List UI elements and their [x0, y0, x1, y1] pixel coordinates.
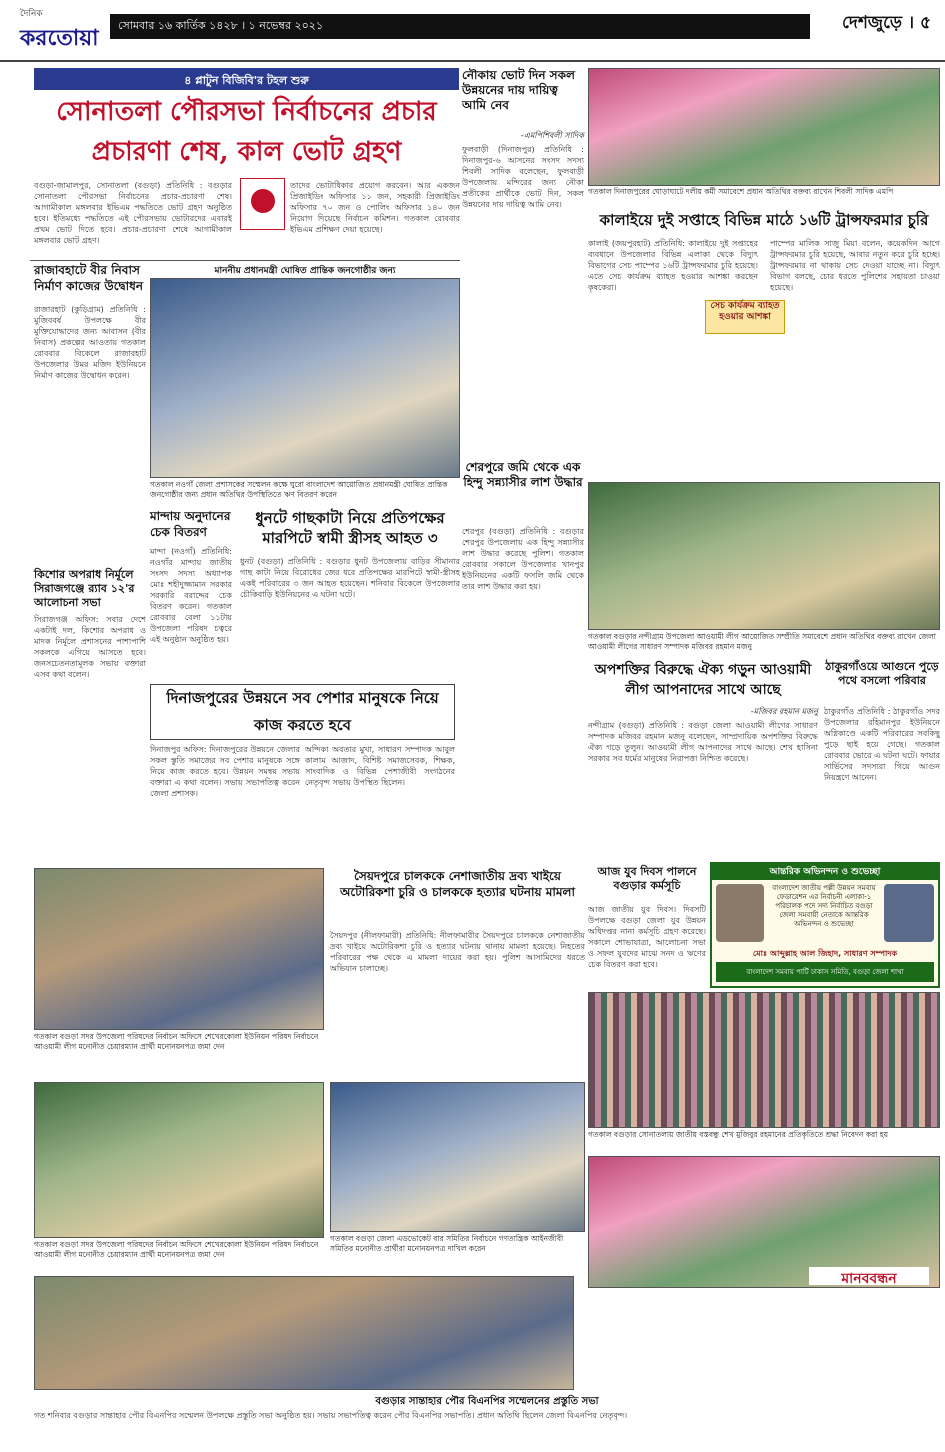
kalai-body-2: পাম্পের মালিক সাজু মিয়া বলেন, কয়েকদিন আগে ট্রান্সফরমার চুরি হয়েছে, আবার নতুন করে চুরি হচ্ছে। ট্রান্সফরমার না থাকায় সেচ দেওয়া যাচ্ছে না। বিদ্যুৎ বিভাগ বলছে, চোর ধরতে পুলিশের সহায়তা চাওয়া হয়েছে।	[770, 239, 940, 292]
nomination-caption: গতকাল বগুড়া সদর উপজেলা পরিষদের নির্বাচন অফিসে শেখেরকোলা ইউনিয়ন পরিষদ নির্বাচনে আওয়ামী লীগ মনোনীত চেয়ারম্যান প্রার্থী মনোনয়নপত্র জমা দেন	[34, 1032, 319, 1051]
dhunot-body: ধুনট (বগুড়া) প্রতিনিধি : বগুড়ার ধুনট উপজেলায় বাড়ির সীমানার গাছ কাটা নিয়ে বিরোধের জের ধরে প্রতিপক্ষের মারপিটে স্বামী-স্ত্রীসহ একই পরিবারের ৩ জন আহত হয়েছেন। শনিবার বিকেলে উপজেলার চৌকিবাড়ি ইউনিয়নের এ ঘটনা ঘটে।	[240, 557, 460, 599]
sherpur-headline: শেরপুরে জমি থেকে এক হিন্দু সন্ন্যাসীর লাশ উদ্ধার	[463, 460, 583, 489]
lead-body-2: তাদের ভোটাধিকার প্রয়োগ করবেন। আর একজন প্রিজাইডিং অফিসার ১১ জন, সহকারী প্রিজাইডিং অফিসার ৭০ জন ও পোলিং অফিসার ১৪০ জন নিয়োগ দিয়েছে নির্বাচন কমিশন। গতকাল রোববার ইভিএম প্রশিক্ষণ দেয়া হয়েছে।	[290, 181, 460, 234]
human-chain-photo	[588, 1156, 940, 1288]
greeting-title: আন্তরিক অভিনন্দন ও শুভেচ্ছা	[712, 864, 938, 880]
bar-election-photo	[330, 1082, 585, 1232]
rajarhat-headline: রাজাবহাটে বীর নিবাস নির্মাণ কাজের উদ্বোধন	[34, 263, 144, 293]
dinajpur-body-2: অন্দিকা অবতার মুখা, সাধারণ সম্পাদক আবুল কালাম আজাদ, বিশিষ্ট সমাজসেবক, শিক্ষক, সাংবাদিক ও বিভিন্ন পেশাজীবী সংগঠনের নেতৃবৃন্দ সভায় উপস্থিত ছিলেন।	[305, 745, 455, 787]
sherpur-nomination-photo	[34, 1082, 324, 1238]
pm-banner: মাননীয় প্রধানমন্ত্রী ঘোষিত প্রান্তিক জনগোষ্ঠীর জন্য	[214, 266, 396, 276]
dinajpur-body: দিনাজপুর অফিস: দিনাজপুরের উন্নয়নে জেলার সকল স্তুতি সমাজের সব পেশার মানুষকে সঙ্গে নিয়ে কাজ করতে হবে। উন্নয়ন সমন্বয় সভায় বক্তারা এ কথা বলেন। সভায় সভাপতিত্ব করেন জেলা প্রশাসক।	[150, 745, 300, 798]
boat-headline: নৌকায় ভোট দিন সকল উন্নয়নের দায় দায়িত্ব আমি নেব	[462, 68, 575, 112]
boat-body: ফুলবাড়ী (দিনাজপুর) প্রতিনিধি : দিনাজপুর-৬ আসনের সংসদ সদস্য শিবলী সাদিক বলেছেন, ফুলবাড়ী উপজেলায় মন্দিরের জন্য নৌকা প্রতীকের প্রার্থীকে ভোট দিন, সকল উন্নয়নের দায় দায়িত্ব আমি নেব।	[462, 145, 584, 209]
boat-byline: -এমপিশিবলী সাদিক	[520, 131, 584, 140]
bottom-left-photo	[34, 1276, 574, 1390]
dinajpur-headline: দিনাজপুরের উন্নয়নে সব পেশার মানুষকে নিয়ে কাজ করতে হবে	[150, 684, 455, 740]
divider	[30, 260, 460, 261]
kalai-body: কালাই (জয়পুরহাট) প্রতিনিধি: কালাইয়ে দুই সপ্তাহের ব্যবধানে উপজেলার বিভিন্ন এলাকা থেকে বিদ্যুৎ বিভাগের সেচ পাম্পের ১৬টি ট্রান্সফরমার চুরি হয়েছে। এতে সেচ কার্যক্রম ব্যাহত হওয়ার আশঙ্কা করছেন কৃষকেরা।	[588, 239, 758, 292]
human-chain-banner: মানববন্ধন	[809, 1267, 929, 1285]
election-emblem-icon	[251, 189, 275, 213]
thakurgaon-headline: ঠাকুরগাঁওয়ে আগুনে পুড়ে পথে বসলো পরিবার	[825, 660, 939, 687]
greeting-footer: মোঃ আব্দুল্লাহ আল জিহাদ, সাধারণ সম্পাদক	[752, 949, 898, 958]
youth-day-body: আজ জাতীয় যুব দিবস। দিবসটি উপলক্ষে বগুড়া জেলা যুব উন্নয়ন অধিদপ্তর নানা কর্মসূচি গ্রহণ করেছে। সকালে শোভাযাত্রা, আলোচনা সভা ও সফল যুবদের মাঝে সনদ ও ঋণের চেক বিতরণ করা হবে।	[588, 905, 706, 969]
greeting-ad	[710, 862, 940, 988]
sonatala-crowd-photo	[588, 992, 940, 1128]
nandigram-rally-photo	[588, 482, 940, 630]
sirajganj-headline: কিশোর অপরাধ নির্মূলে সিরাজগঞ্জে র‍্যাব ১২'র আলোচনা সভা	[34, 568, 135, 609]
kalai-headline: কালাইয়ে দুই সপ্তাহে বিভিন্ন মাঠে ১৬টি ট্রান্সফরমার চুরি	[599, 211, 929, 229]
saidpur-body: সৈয়দপুর (নীলফামারী) প্রতিনিধি: নীলফামারীর সৈয়দপুরে চালককে নেশাজাতীয় দ্রব্য খাইয়ে অটোরিকশা চুরি ও হত্যার ঘটনায় থানায় মামলা হয়েছে। নিহতের পরিবারের পক্ষ থেকে এ মামলা দায়ের করা হয়। পুলিশ আসামিদের ধরতে অভিযান চালাচ্ছে।	[330, 931, 585, 973]
newspaper-logo	[20, 6, 99, 58]
section-name: দেশজুড়ে । ৫	[841, 13, 931, 33]
sirajganj-body: সিরাজগঞ্জ অফিস: সবার দেশে একটাই দল, কিশোর অপরাধ ও মাদক নির্মূলে প্রশাসনের পাশাপাশি সকলকে এগিয়ে আসতে হবে। জনসচেতনতামূলক সভায় বক্তারা এসব কথা বলেন।	[34, 615, 146, 679]
rajarhat-body: রাজারহাট (কুড়িগ্রাম) প্রতিনিধি : মুজিববর্ষ উপলক্ষে বীর মুক্তিযোদ্ধাদের জন্য আবাসন (বীর নিবাস) প্রকল্পের আওতায় গতকাল রোববার বিকেলে রাজারহাট উপজেলার উমর মজিদ ইউনিয়নে নির্মাণ কাজের উদ্বোধন করেন।	[34, 305, 146, 380]
santahar-headline: বগুড়ার সান্তাহার পৌর বিএনপির সম্মেলনের প্রস্তুতি সভা	[375, 1396, 599, 1407]
rally-photo-caption: গতকাল দিনাজপুরের ঘোড়াঘাটে দলীয় কর্মী সমাবেশে প্রধান অতিথির বক্তব্য রাখেন শিবলী সাদিক এমপি	[588, 187, 894, 196]
dateline: সোমবার ১৬ কার্তিক ১৪২৮ । ১ নভেম্বর ২০২১	[110, 14, 810, 39]
logo-name: করতোয়া	[20, 25, 99, 51]
unity-body: নন্দীগ্রাম (বগুড়া) প্রতিনিধি : বগুড়া জেলা আওয়ামী লীগের সাধারণ সম্পাদক মজিবর রহমান মজনু বলেছেন, সাম্প্রদায়িক অপশক্তির বিরুদ্ধে ঐক্য গড়ে তুলুন। আওয়ামী লীগ আপনাদের সাথে আছে। শেখ হাসিনা সরকার সব ধর্মের মানুষের নিরাপত্তা নিশ্চিত করেছে।	[588, 721, 818, 763]
pm-program-photo	[150, 278, 460, 478]
manda-body: মান্দা (নওগাঁ) প্রতিনিধি: নওগাঁর মান্দায় জাতীয় সংসদ সদস্য অধ্যাপক মোঃ শহীদুজ্জামান সরকার সরকারি বরাদ্দের চেক বিতরণ করেন। গতকাল রোববার বেলা ১১টায় উপজেলা পরিষদ চত্বরে এই অনুষ্ঠান অনুষ্ঠিত হয়।	[150, 547, 232, 644]
unity-byline: -মজিবর রহমান মজনু	[750, 707, 818, 716]
pm-photo-caption: গতকাল নওগাঁ জেলা প্রশাসকের সম্মেলন কক্ষে ঘুরো বাংলাদেশ আয়োজিত প্রধানমন্ত্রী ঘোষিত প্রান্তিক জনগোষ্ঠীর জন্য প্রধান অতিথির উপস্থিতিতে ঋণ বিতরণ করেন	[150, 480, 448, 499]
bottom-caption-3: গতকাল বগুড়ার সোনাতলায় জাতীয় বস্তবন্ধু শেখ মুজিবুর রহমানের প্রতিকৃতিতে শ্রদ্ধা নিবেদন করা হয়	[588, 1130, 889, 1139]
lead-body: বগুড়া-জামালপুর, সোনাতলা (বগুড়া) প্রতিনিধি : বগুড়ার সোনাতলা পৌরসভা নির্বাচনের প্রচার-প্রচারণা শেষ। আগামীকাল মঙ্গলবার ইভিএম পদ্ধতিতে ভোট গ্রহণ অনুষ্ঠিত হবে। ইতিমধ্যে পদ্ধতিতে এই পৌরসভায় ভোটারদের এবারই প্রথম ভোট দিতে হবে। প্রচার-প্রচারণা শেষে আগামীকাল মঙ্গলবার ভোট গ্রহণ।	[34, 181, 232, 245]
dhunot-headline: ধুনটে গাছকাটা নিয়ে প্রতিপক্ষের মারপিটে স্বামী স্ত্রীসহ আহত ৩	[255, 509, 445, 547]
bottom-caption-2: গতকাল বগুড়া জেলা এডভোকেট বার সমিতির নির্বাচনে গণতান্ত্রিক আইনজীবী সমিতির মনোনীত প্রার্থীরা মনোনয়নপত্র দাখিল করেন	[330, 1234, 564, 1253]
election-logo	[240, 178, 285, 230]
nomination-photo	[34, 868, 324, 1030]
bottom-caption-1: গতকাল বগুড়া সদর উপজেলা পরিষদের নির্বাচন অফিসে শেখেরকোলা ইউনিয়ন পরিষদ নির্বাচনে আওয়ামী লীগ মনোনীত চেয়ারম্যান প্রার্থী মনোনয়নপত্র জমা দেন	[34, 1240, 319, 1259]
manda-headline: মান্দায় অনুদানের চেক বিতরণ	[150, 509, 231, 539]
santahar-body: গত শনিবার বগুড়ার সান্তাহার পৌর বিএনপির সম্মেলন উপলক্ষে প্রস্তুতি সভা অনুষ্ঠিত হয়। সভায় সভাপতিত্ব করেন পৌর বিএনপির সভাপতি। প্রধান অতিথি ছিলেন জেলা বিএনপির নেতৃবৃন্দ।	[34, 1411, 628, 1420]
greeting-body: বাংলাদেশ জাতীয় পল্লী উন্নয়ন সমবায় ফেডারেশন এর নির্বাচনী এলাকা-১ পরিচালক পদে সদ্য নির্বাচিত বগুড়া জেলা সমবায়ী নেতাকে আন্তরিক অভিনন্দন ও শুভেচ্ছা	[772, 884, 876, 928]
saidpur-headline: সৈয়দপুরে চালককে নেশাজাতীয় দ্রব্য খাইয়ে অটোরিকশা চুরি ও চালককে হত্যার ঘটনায় মামলা	[340, 869, 575, 899]
unity-headline: অপশক্তির বিরুদ্ধে ঐক্য গড়ুন আওয়ামী লীগ আপনাদের সাথে আছে	[594, 662, 812, 698]
rally-photo	[588, 68, 940, 186]
lead-kicker: ৪ প্লাটুন বিজিবি'র টহল শুরু	[34, 68, 459, 90]
nandigram-caption: গতকাল বগুড়ার নন্দীগ্রাম উপজেলা আওয়ামী লীগ আয়োজিত সম্প্রীতি সমাবেশে প্রধান অতিথির বক্তব্য রাখেন জেলা আওয়ামী লীগের সাধারণ সম্পাদক মজিবর রহমান মজনু	[588, 632, 936, 651]
greeting-portrait-left	[716, 884, 764, 942]
masthead	[0, 0, 945, 62]
youth-day-headline: আজ যুব দিবস পালনে বগুড়ার কর্মসূচি	[597, 865, 697, 892]
sherpur-body: শেরপুর (বগুড়া) প্রতিনিধি : বগুড়ার শেরপুর উপজেলায় এক হিন্দু সন্ন্যাসীর লাশ উদ্ধার করেছে পুলিশ। গতকাল রোববার সকালে উপজেলার খানপুর ইউনিয়নের একটি ফসলি জমি থেকে তার লাশ উদ্ধার করা হয়।	[462, 527, 584, 591]
greeting-footer-2: বাংলাদেশ সমবায় পার্টি ঢাকাস সমিতি, বগুড়া জেলা শাখা	[716, 962, 934, 982]
lead-headline: সোনাতলা পৌরসভা নির্বাচনের প্রচার প্রচারণা শেষ, কাল ভোট গ্রহণ	[56, 97, 437, 167]
thakurgaon-body: ঠাকুরগাঁও প্রতিনিধি : ঠাকুরগাঁও সদর উপজেলার রহিমানপুর ইউনিয়নে অগ্নিকাণ্ডে একটি পরিবারের সবকিছু পুড়ে ছাই হয়ে গেছে। গতকাল রোববার ভোরে এ ঘটনা ঘটে। ফায়ার সার্ভিসের সদস্যরা গিয়ে আগুন নিয়ন্ত্রণে আনেন।	[824, 707, 940, 782]
logo-prefix: দৈনিক	[20, 9, 43, 19]
kalai-subhead: সেচ কার্যক্রম ব্যাহত হওয়ার আশঙ্কা	[705, 300, 785, 334]
greeting-portrait-right	[884, 884, 934, 942]
